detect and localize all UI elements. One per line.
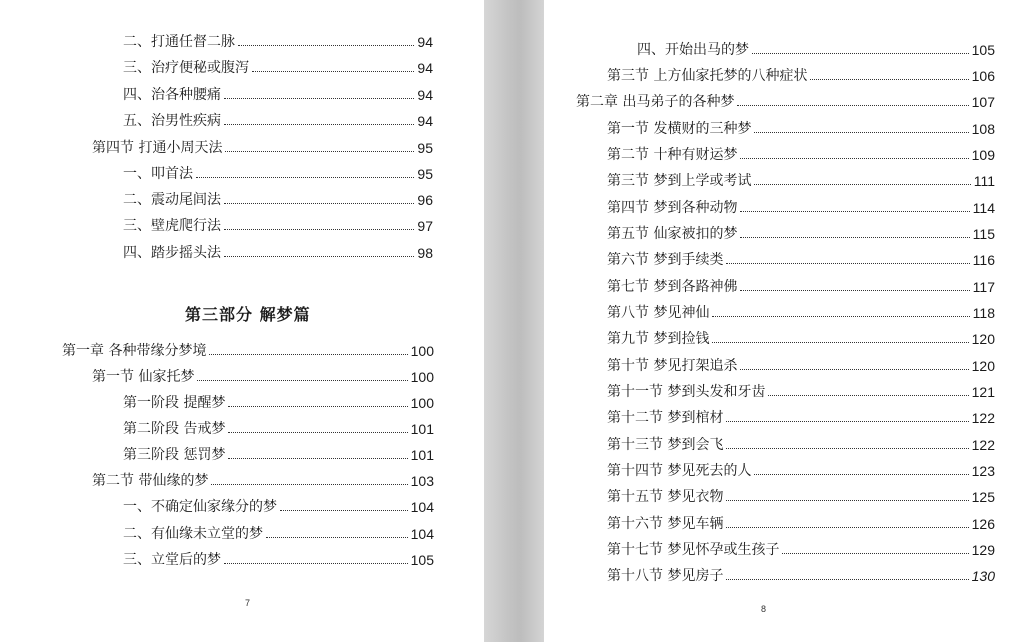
toc-entry-title: 一、叩首法 bbox=[123, 166, 193, 182]
toc-entry-title: 第十八节 梦见房子 bbox=[607, 568, 724, 584]
toc-entry[interactable] bbox=[123, 164, 433, 184]
dot-leader bbox=[266, 537, 408, 538]
toc-entry-page: 120 bbox=[971, 331, 995, 347]
dot-leader bbox=[238, 45, 414, 46]
dot-leader bbox=[712, 316, 969, 317]
dot-leader bbox=[252, 71, 414, 72]
dot-leader bbox=[754, 184, 970, 185]
dot-leader bbox=[754, 132, 968, 133]
toc-entry-title: 第一阶段 提醒梦 bbox=[123, 395, 226, 411]
toc-entry-title: 第四节 打通小周天法 bbox=[92, 140, 223, 156]
toc-entry-title: 第十六节 梦见车辆 bbox=[607, 516, 724, 532]
toc-entry-page: 97 bbox=[417, 218, 433, 234]
dot-leader bbox=[224, 203, 414, 204]
toc-entry-title: 三、壁虎爬行法 bbox=[123, 218, 221, 234]
toc-entry-title: 第十二节 梦到棺材 bbox=[607, 410, 724, 426]
toc-entry[interactable] bbox=[607, 408, 995, 428]
toc-entry-page: 94 bbox=[417, 87, 433, 103]
toc-entry[interactable] bbox=[637, 40, 995, 60]
toc-entry-page: 105 bbox=[971, 42, 995, 58]
toc-entry-title: 第八节 梦见神仙 bbox=[607, 305, 710, 321]
toc-entry-page: 94 bbox=[417, 60, 433, 76]
toc-entry-title: 四、开始出马的梦 bbox=[637, 42, 749, 58]
toc-entry[interactable] bbox=[607, 329, 995, 349]
toc-entry-title: 第二节 十种有财运梦 bbox=[607, 147, 738, 163]
toc-entry-title: 一、不确定仙家缘分的梦 bbox=[123, 499, 277, 515]
toc-entry-page: 98 bbox=[417, 245, 433, 261]
toc-entry-title: 三、治疗便秘或腹泻 bbox=[123, 60, 249, 76]
toc-entry-title: 第十三节 梦到会飞 bbox=[607, 437, 724, 453]
toc-entry-page: 95 bbox=[417, 166, 433, 182]
toc-entry[interactable] bbox=[607, 66, 995, 86]
toc-entry[interactable] bbox=[123, 190, 433, 210]
dot-leader bbox=[740, 211, 969, 212]
toc-entry[interactable] bbox=[607, 303, 995, 323]
dot-leader bbox=[726, 263, 969, 264]
toc-entry-title: 第一章 各种带缘分梦境 bbox=[62, 343, 207, 359]
toc-entry-title: 第一节 仙家托梦 bbox=[92, 369, 195, 385]
toc-entry-title: 第十四节 梦见死去的人 bbox=[607, 463, 752, 479]
toc-entry-page: 94 bbox=[417, 34, 433, 50]
dot-leader bbox=[224, 98, 414, 99]
right-page bbox=[544, 0, 1024, 642]
toc-entry-title: 二、有仙缘未立堂的梦 bbox=[123, 526, 263, 542]
toc-entry-page: 107 bbox=[971, 94, 995, 110]
dot-leader bbox=[228, 432, 407, 433]
dot-leader bbox=[740, 237, 969, 238]
dot-leader bbox=[228, 406, 407, 407]
toc-entry-title: 二、打通任督二脉 bbox=[123, 34, 235, 50]
toc-entry-page: 115 bbox=[972, 226, 995, 242]
toc-entry-page: 129 bbox=[971, 542, 995, 558]
toc-entry-page: 101 bbox=[410, 421, 434, 437]
toc-entry[interactable] bbox=[607, 435, 995, 455]
toc-entry-page: 121 bbox=[971, 384, 995, 400]
dot-leader bbox=[726, 500, 968, 501]
toc-entry[interactable] bbox=[576, 92, 995, 112]
toc-entry[interactable] bbox=[607, 119, 995, 139]
toc-entry-title: 二、震动尾闾法 bbox=[123, 192, 221, 208]
dot-leader bbox=[209, 354, 407, 355]
toc-entry-page: 122 bbox=[971, 410, 995, 426]
toc-entry[interactable] bbox=[123, 111, 433, 131]
dot-leader bbox=[740, 369, 968, 370]
toc-entry-page: 122 bbox=[971, 437, 995, 453]
toc-entry[interactable] bbox=[123, 550, 434, 570]
toc-entry[interactable] bbox=[607, 224, 995, 244]
toc-entry-page: 117 bbox=[972, 279, 995, 295]
toc-entry[interactable] bbox=[92, 471, 434, 491]
dot-leader bbox=[228, 458, 407, 459]
toc-entry-title: 第二节 带仙缘的梦 bbox=[92, 473, 209, 489]
toc-entry-title: 第十七节 梦见怀孕或生孩子 bbox=[607, 542, 780, 558]
dot-leader bbox=[726, 421, 968, 422]
toc-entry-title: 第六节 梦到手续类 bbox=[607, 252, 724, 268]
toc-entry-page: 100 bbox=[410, 395, 434, 411]
toc-entry[interactable] bbox=[607, 171, 995, 191]
dot-leader bbox=[196, 177, 414, 178]
toc-entry[interactable] bbox=[123, 497, 434, 517]
toc-entry[interactable] bbox=[62, 341, 434, 361]
dot-leader bbox=[754, 474, 968, 475]
toc-entry-title: 第二阶段 告戒梦 bbox=[123, 421, 226, 437]
toc-entry[interactable] bbox=[607, 487, 995, 507]
toc-entry-page: 95 bbox=[417, 140, 433, 156]
toc-entry[interactable] bbox=[123, 393, 434, 413]
dot-leader bbox=[726, 527, 968, 528]
toc-entry-page: 114 bbox=[972, 200, 995, 216]
dot-leader bbox=[211, 484, 407, 485]
toc-entry-page: 105 bbox=[410, 552, 434, 568]
dot-leader bbox=[726, 448, 968, 449]
toc-entry-title: 三、立堂后的梦 bbox=[123, 552, 221, 568]
dot-leader bbox=[768, 395, 968, 396]
toc-entry[interactable] bbox=[123, 524, 434, 544]
toc-entry-title: 第七节 梦到各路神佛 bbox=[607, 279, 738, 295]
dot-leader bbox=[726, 579, 968, 580]
toc-entry-title: 第九节 梦到捡钱 bbox=[607, 331, 710, 347]
dot-leader bbox=[740, 290, 969, 291]
toc-entry-page: 100 bbox=[410, 369, 434, 385]
dot-leader bbox=[280, 510, 408, 511]
toc-entry[interactable] bbox=[607, 356, 995, 376]
toc-entry-title: 第三节 梦到上学或考试 bbox=[607, 173, 752, 189]
dot-leader bbox=[224, 256, 414, 257]
toc-entry-page: 96 bbox=[417, 192, 433, 208]
toc-entry-page: 104 bbox=[410, 499, 434, 515]
toc-entry[interactable] bbox=[123, 85, 433, 105]
toc-entry-page: 126 bbox=[971, 516, 995, 532]
toc-entry-page: 116 bbox=[972, 252, 995, 268]
toc-entry[interactable] bbox=[607, 198, 995, 218]
toc-entry-page: 125 bbox=[971, 489, 995, 505]
dot-leader bbox=[197, 380, 407, 381]
toc-entry-page: 123 bbox=[971, 463, 995, 479]
toc-entry[interactable] bbox=[92, 367, 434, 387]
dot-leader bbox=[225, 151, 414, 152]
toc-entry[interactable] bbox=[123, 243, 433, 263]
toc-entry[interactable] bbox=[607, 250, 995, 270]
toc-entry[interactable] bbox=[123, 32, 433, 52]
toc-entry-title: 第三节 上方仙家托梦的八种症状 bbox=[607, 68, 808, 84]
toc-entry-page: 106 bbox=[971, 68, 995, 84]
toc-entry[interactable] bbox=[607, 566, 995, 586]
toc-entry-title: 第十五节 梦见衣物 bbox=[607, 489, 724, 505]
toc-entry-title: 第二章 出马弟子的各种梦 bbox=[576, 94, 735, 110]
dot-leader bbox=[782, 553, 968, 554]
toc-entry-page: 100 bbox=[410, 343, 434, 359]
dot-leader bbox=[224, 563, 408, 564]
toc-entry-title: 第十节 梦见打架追杀 bbox=[607, 358, 738, 374]
toc-entry-page: 94 bbox=[417, 113, 433, 129]
toc-entry-page: 108 bbox=[971, 121, 995, 137]
toc-entry-page: 109 bbox=[971, 147, 995, 163]
toc-entry-page: 111 bbox=[973, 173, 995, 189]
toc-entry[interactable] bbox=[123, 419, 434, 439]
toc-entry[interactable] bbox=[123, 58, 433, 78]
dot-leader bbox=[224, 229, 414, 230]
toc-entry[interactable] bbox=[92, 138, 433, 158]
toc-entry-page: 120 bbox=[971, 358, 995, 374]
dot-leader bbox=[712, 342, 968, 343]
toc-entry-title: 第十一节 梦到头发和牙齿 bbox=[607, 384, 766, 400]
toc-entry[interactable] bbox=[123, 445, 434, 465]
left-page bbox=[0, 0, 484, 642]
dot-leader bbox=[752, 53, 969, 54]
toc-entry[interactable] bbox=[607, 382, 995, 402]
dot-leader bbox=[810, 79, 968, 80]
toc-entry-title: 第一节 发横财的三种梦 bbox=[607, 121, 752, 137]
toc-entry-page: 104 bbox=[410, 526, 434, 542]
toc-entry-page: 118 bbox=[972, 305, 995, 321]
toc-entry[interactable] bbox=[607, 277, 995, 297]
dot-leader bbox=[224, 124, 414, 125]
toc-entry[interactable] bbox=[607, 514, 995, 534]
page-gutter bbox=[484, 0, 544, 642]
toc-entry-title: 四、踏步摇头法 bbox=[123, 245, 221, 261]
toc-entry-title: 第三阶段 惩罚梦 bbox=[123, 447, 226, 463]
part-title: 第三部分 解梦篇 bbox=[185, 305, 311, 324]
page-number: 7 bbox=[245, 598, 251, 608]
toc-entry-title: 五、治男性疾病 bbox=[123, 113, 221, 129]
toc-entry-page: 130 bbox=[971, 568, 995, 584]
toc-entry[interactable] bbox=[607, 145, 995, 165]
toc-entry-title: 第四节 梦到各种动物 bbox=[607, 200, 738, 216]
toc-entry-page: 103 bbox=[410, 473, 434, 489]
dot-leader bbox=[737, 105, 968, 106]
toc-entry[interactable] bbox=[607, 540, 995, 560]
dot-leader bbox=[740, 158, 968, 159]
toc-entry-page: 101 bbox=[410, 447, 434, 463]
toc-entry-title: 四、治各种腰痛 bbox=[123, 87, 221, 103]
toc-entry[interactable] bbox=[123, 216, 433, 236]
page-number: 8 bbox=[761, 604, 767, 614]
toc-entry-title: 第五节 仙家被扣的梦 bbox=[607, 226, 738, 242]
toc-entry[interactable] bbox=[607, 461, 995, 481]
